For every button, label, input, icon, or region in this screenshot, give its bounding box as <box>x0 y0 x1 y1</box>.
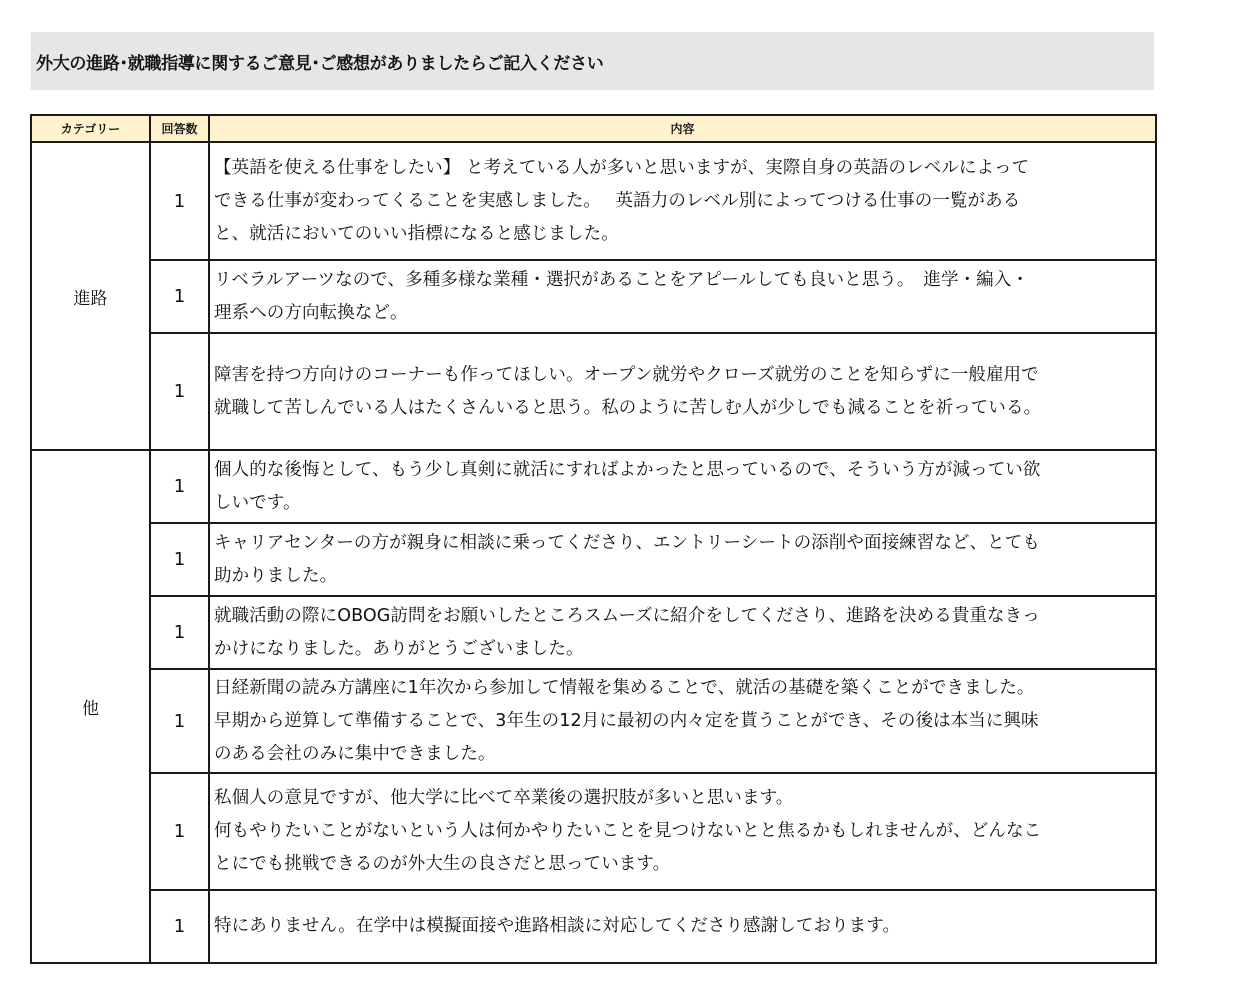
table-row <box>31 260 1156 333</box>
content-cell: 日経新聞の読み方講座に1年次から参加して情報を集めることで、就活の基礎を築くことができました。 早期から逆算して準備することで、3年生の12月に最初の内々定を貰うことができ、その後は本当に興味 のある会社のみに集中できました。 <box>209 669 1156 773</box>
header-category: カテゴリー <box>31 115 150 142</box>
table-row <box>31 333 1156 450</box>
content-cell: 個人的な後悔として、もう少し真剣に就活にすればよかったと思っているので、そういう方が減ってい欲 しいです。 <box>209 450 1156 523</box>
category-cell: 他 <box>31 450 150 963</box>
table-row <box>31 450 1156 523</box>
table-header-row <box>31 115 1156 142</box>
table-row <box>31 142 1156 260</box>
table-row <box>31 890 1156 963</box>
table-row <box>31 773 1156 890</box>
count-cell: 1 <box>150 773 209 890</box>
count-cell: 1 <box>150 669 209 773</box>
table-row <box>31 596 1156 669</box>
count-cell: 1 <box>150 890 209 963</box>
content-cell: 特にありません。在学中は模擬面接や進路相談に対応してくださり感謝しております。 <box>209 890 1156 963</box>
content-cell: 障害を持つ方向けのコーナーも作ってほしい。オープン就労やクローズ就労のことを知らずに一般雇用で 就職して苦しんでいる人はたくさんいると思う。私のように苦しむ人が少しでも減ることを祈っている。 <box>209 333 1156 450</box>
content-cell: リベラルアーツなので、多種多様な業種・選択があることをアピールしても良いと思う。 進学・編入・ 理系への方向転換など。 <box>209 260 1156 333</box>
table-row <box>31 523 1156 596</box>
page-title: 外大の進路･就職指導に関するご意見･ご感想がありましたらご記入ください <box>31 32 1154 90</box>
content-cell: 私個人の意見ですが、他大学に比べて卒業後の選択肢が多いと思います。 何もやりたいことがないという人は何かやりたいことを見つけないとと焦るかもしれませんが、どんなこ とにでも挑戦できるのが外大生の良さだと思っています。 <box>209 773 1156 890</box>
header-content: 内容 <box>209 115 1156 142</box>
content-cell: 【英語を使える仕事をしたい】 と考えている人が多いと思いますが、実際自身の英語のレベルによって できる仕事が変わってくることを実感しました。 英語力のレベル別によってつける仕事の一覧がある と、就活においてのいい指標になると感じました。 <box>209 142 1156 260</box>
table-row <box>31 669 1156 773</box>
category-cell: 進路 <box>31 142 150 450</box>
count-cell: 1 <box>150 142 209 260</box>
content-cell: 就職活動の際にOBOG訪問をお願いしたところスムーズに紹介をしてくださり、進路を決める貴重なきっ かけになりました。ありがとうございました。 <box>209 596 1156 669</box>
header-count: 回答数 <box>150 115 209 142</box>
count-cell: 1 <box>150 450 209 523</box>
survey-table <box>30 114 1157 964</box>
count-cell: 1 <box>150 333 209 450</box>
content-cell: キャリアセンターの方が親身に相談に乗ってくださり、エントリーシートの添削や面接練習など、とても 助かりました。 <box>209 523 1156 596</box>
count-cell: 1 <box>150 260 209 333</box>
count-cell: 1 <box>150 596 209 669</box>
count-cell: 1 <box>150 523 209 596</box>
